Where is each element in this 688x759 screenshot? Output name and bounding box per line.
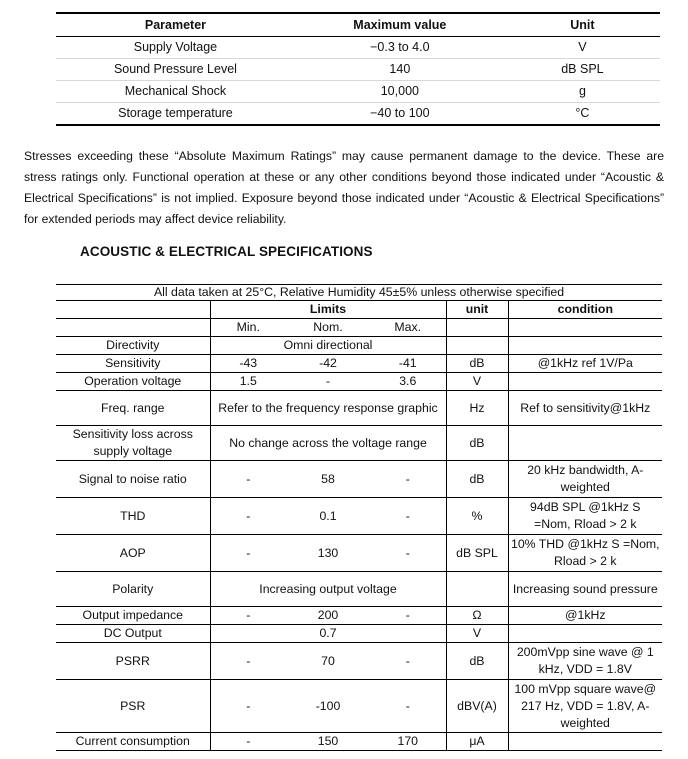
absolute-maximum-ratings-table	[56, 12, 660, 126]
spec-max-cell: 3.6	[370, 373, 446, 391]
spec-max-cell: -	[370, 643, 446, 680]
spec-unit-cell: dBV(A)	[446, 680, 508, 733]
spec-max-cell: -	[370, 535, 446, 572]
spec-min-cell: -	[210, 680, 286, 733]
spec-min-cell: -	[210, 535, 286, 572]
spec-param-cell: Operation voltage	[56, 373, 210, 391]
spec-subheader-unit-blank	[446, 319, 508, 337]
spec-header-row	[56, 301, 662, 319]
spec-header-blank	[56, 301, 210, 319]
spec-param-cell: DC Output	[56, 625, 210, 643]
spec-condition-cell	[508, 625, 662, 643]
spec-condition-cell: 94dB SPL @1kHz S =Nom, Rload > 2 k	[508, 498, 662, 535]
spec-subheader-cond-blank	[508, 319, 662, 337]
spec-subheader-row	[56, 319, 662, 337]
table-row	[56, 337, 662, 355]
spec-header-unit: unit	[446, 301, 508, 319]
table-row	[56, 81, 660, 103]
spec-unit-cell	[446, 337, 508, 355]
spec-condition-cell	[508, 733, 662, 751]
spec-condition-cell: 10% THD @1kHz S =Nom, Rload > 2 k	[508, 535, 662, 572]
spec-condition-cell: 20 kHz bandwidth, A-weighted	[508, 461, 662, 498]
spec-min-cell: -	[210, 498, 286, 535]
spec-condition-cell	[508, 426, 662, 461]
spec-condition-cell: Increasing sound pressure	[508, 572, 662, 607]
spec-condition-cell	[508, 337, 662, 355]
table-row	[56, 498, 662, 535]
abs-cell: 10,000	[295, 81, 505, 103]
spec-param-cell: Signal to noise ratio	[56, 461, 210, 498]
spec-max-cell	[370, 625, 446, 643]
spec-limits-span-cell: Refer to the frequency response graphic	[210, 391, 446, 426]
table-row	[56, 572, 662, 607]
spec-param-cell: AOP	[56, 535, 210, 572]
spec-param-cell: Freq. range	[56, 391, 210, 426]
table-row	[56, 59, 660, 81]
section-heading: ACOUSTIC & ELECTRICAL SPECIFICATIONS	[80, 244, 373, 259]
spec-banner-row	[56, 285, 662, 301]
table-row	[56, 680, 662, 733]
spec-nom-cell: 130	[286, 535, 370, 572]
spec-unit-cell: dB	[446, 355, 508, 373]
abs-cell: Sound Pressure Level	[56, 59, 295, 81]
spec-min-cell: -	[210, 461, 286, 498]
spec-header-limits: Limits	[210, 301, 446, 319]
table-row	[56, 355, 662, 373]
spec-min-cell: -	[210, 733, 286, 751]
abs-header-unit: Unit	[505, 13, 660, 37]
spec-unit-cell: Ω	[446, 607, 508, 625]
spec-condition-cell: Ref to sensitivity@1kHz	[508, 391, 662, 426]
spec-max-cell: -	[370, 680, 446, 733]
spec-condition-cell: 100 mVpp square wave@ 217 Hz, VDD = 1.8V, A-weighted	[508, 680, 662, 733]
spec-param-cell: PSRR	[56, 643, 210, 680]
spec-banner: All data taken at 25°C, Relative Humidity 45±5% unless otherwise specified	[56, 285, 662, 301]
spec-min-cell: -	[210, 607, 286, 625]
spec-unit-cell: V	[446, 373, 508, 391]
spec-param-cell: THD	[56, 498, 210, 535]
spec-param-cell: Output impedance	[56, 607, 210, 625]
table-row	[56, 607, 662, 625]
spec-min-cell	[210, 625, 286, 643]
spec-unit-cell: dB SPL	[446, 535, 508, 572]
abs-header-max-value: Maximum value	[295, 13, 505, 37]
spec-subheader-nom: Nom.	[286, 319, 370, 337]
spec-nom-cell: -	[286, 373, 370, 391]
table-row	[56, 535, 662, 572]
table-row	[56, 426, 662, 461]
spec-condition-cell	[508, 373, 662, 391]
spec-param-cell: Polarity	[56, 572, 210, 607]
table-row	[56, 461, 662, 498]
spec-param-cell: PSR	[56, 680, 210, 733]
spec-condition-cell: @1kHz	[508, 607, 662, 625]
spec-max-cell: -	[370, 607, 446, 625]
spec-unit-cell: μA	[446, 733, 508, 751]
spec-param-cell: Current consumption	[56, 733, 210, 751]
table-row	[56, 733, 662, 751]
acoustic-electrical-spec-table	[56, 284, 662, 751]
spec-nom-cell: 0.7	[286, 625, 370, 643]
spec-param-cell: Directivity	[56, 337, 210, 355]
table-row	[56, 37, 660, 59]
spec-condition-cell: @1kHz ref 1V/Pa	[508, 355, 662, 373]
spec-param-cell: Sensitivity	[56, 355, 210, 373]
spec-nom-cell: -100	[286, 680, 370, 733]
spec-max-cell: -	[370, 498, 446, 535]
spec-max-cell: 170	[370, 733, 446, 751]
spec-subheader-blank	[56, 319, 210, 337]
spec-nom-cell: 200	[286, 607, 370, 625]
spec-unit-cell: %	[446, 498, 508, 535]
spec-min-cell: -	[210, 643, 286, 680]
spec-subheader-max: Max.	[370, 319, 446, 337]
spec-unit-cell: dB	[446, 461, 508, 498]
abs-cell: dB SPL	[505, 59, 660, 81]
spec-nom-cell: -42	[286, 355, 370, 373]
abs-cell: 140	[295, 59, 505, 81]
spec-unit-cell: dB	[446, 426, 508, 461]
stress-warning-paragraph: Stresses exceeding these “Absolute Maximum Ratings” may cause permanent damage to the device. These are stress ratings only. Functional operation at these or any other conditions beyond those indicated under “Acoustic & Electrical Specifications” is not implied. Exposure beyond those indicated under “Acoustic & Electrical Specifications” for extended periods may affect device reliability.	[24, 149, 664, 226]
spec-nom-cell: 0.1	[286, 498, 370, 535]
abs-header-parameter: Parameter	[56, 13, 295, 37]
abs-cell: Storage temperature	[118, 106, 233, 120]
spec-nom-cell: 70	[286, 643, 370, 680]
spec-param-cell: Sensitivity loss across supply voltage	[56, 426, 210, 461]
spec-header-condition: condition	[508, 301, 662, 319]
spec-condition-cell: 200mVpp sine wave @ 1 kHz, VDD = 1.8V	[508, 643, 662, 680]
spec-nom-cell: 150	[286, 733, 370, 751]
abs-cell: g	[505, 81, 660, 103]
table-row	[56, 625, 662, 643]
table-row	[56, 391, 662, 426]
spec-limits-span-cell: Increasing output voltage	[210, 572, 446, 607]
spec-min-cell: -43	[210, 355, 286, 373]
abs-cell: Mechanical Shock	[56, 81, 295, 103]
abs-cell: −0.3 to 4.0	[295, 37, 505, 59]
spec-unit-cell: V	[446, 625, 508, 643]
spec-unit-cell: Hz	[446, 391, 508, 426]
spec-limits-span-cell: Omni directional	[210, 337, 446, 355]
table-row	[56, 373, 662, 391]
table-row	[56, 103, 660, 126]
table-row	[56, 643, 662, 680]
spec-nom-cell: 58	[286, 461, 370, 498]
abs-cell: −40 to 100	[370, 106, 430, 120]
spec-unit-cell: dB	[446, 643, 508, 680]
abs-cell: V	[505, 37, 660, 59]
spec-subheader-min: Min.	[210, 319, 286, 337]
spec-max-cell: -	[370, 461, 446, 498]
spec-min-cell: 1.5	[210, 373, 286, 391]
abs-table-header-row	[56, 13, 660, 37]
abs-cell: °C	[575, 106, 590, 120]
abs-cell: Supply Voltage	[56, 37, 295, 59]
spec-unit-cell	[446, 572, 508, 607]
spec-max-cell: -41	[370, 355, 446, 373]
spec-limits-span-cell: No change across the voltage range	[210, 426, 446, 461]
